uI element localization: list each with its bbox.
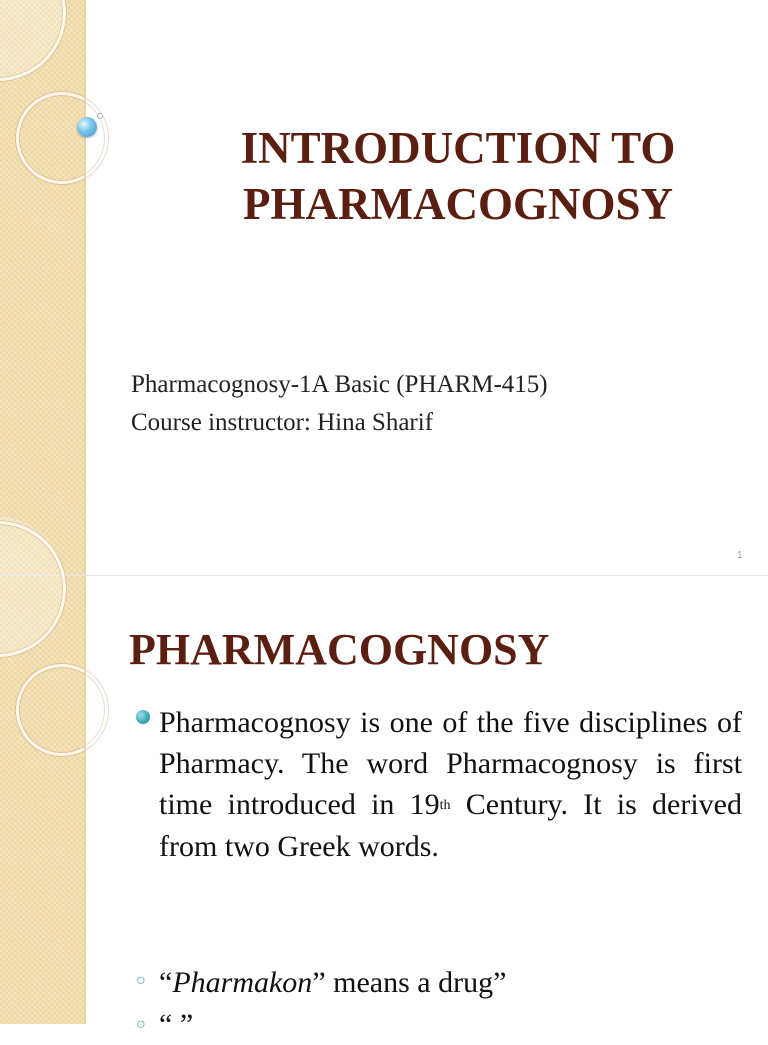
strip-edge [84,0,86,576]
slide-title-line2: PHARMACOGNOSY [243,179,673,229]
paragraph-text: Pharmacognosy is one of the five disciplines of Pharmacy. The word Pharmacognosy is first time introduced in 19 [159,706,742,821]
term-meaning: ” means a drug” [312,966,507,999]
sub-bullet-icon: ○ [136,1016,146,1033]
strip-edge [84,576,86,1024]
small-circle-icon [97,113,103,119]
bullet-paragraph [159,702,742,867]
sub-bullet-2-partial: “ ” [159,1008,194,1041]
bullet-icon [136,710,150,724]
greek-term: Pharmakon [172,966,313,999]
superscript-th: th [439,798,451,813]
decorative-strip [0,0,84,576]
decorative-strip [0,576,84,1024]
course-name: Pharmacognosy-1A Basic (PHARM-415) [131,371,548,398]
page-number: 1 [737,550,743,561]
decorative-ring [0,0,66,81]
sub-bullet-icon: ○ [136,972,146,989]
slide-title-line1: INTRODUCTION TO [240,123,676,173]
paragraph-text-end: Century. It is derived from two Greek words. [159,788,742,863]
blue-dot-icon [77,117,97,137]
course-instructor: Course instructor: Hina Sharif [131,409,434,436]
slide-heading: PHARMACOGNOSY [129,625,550,674]
open-quote: “ [159,966,173,999]
content-slide [0,576,768,1041]
decorative-ring [16,92,108,184]
decorative-ring [16,664,108,756]
sub-bullet-1 [159,962,506,1003]
